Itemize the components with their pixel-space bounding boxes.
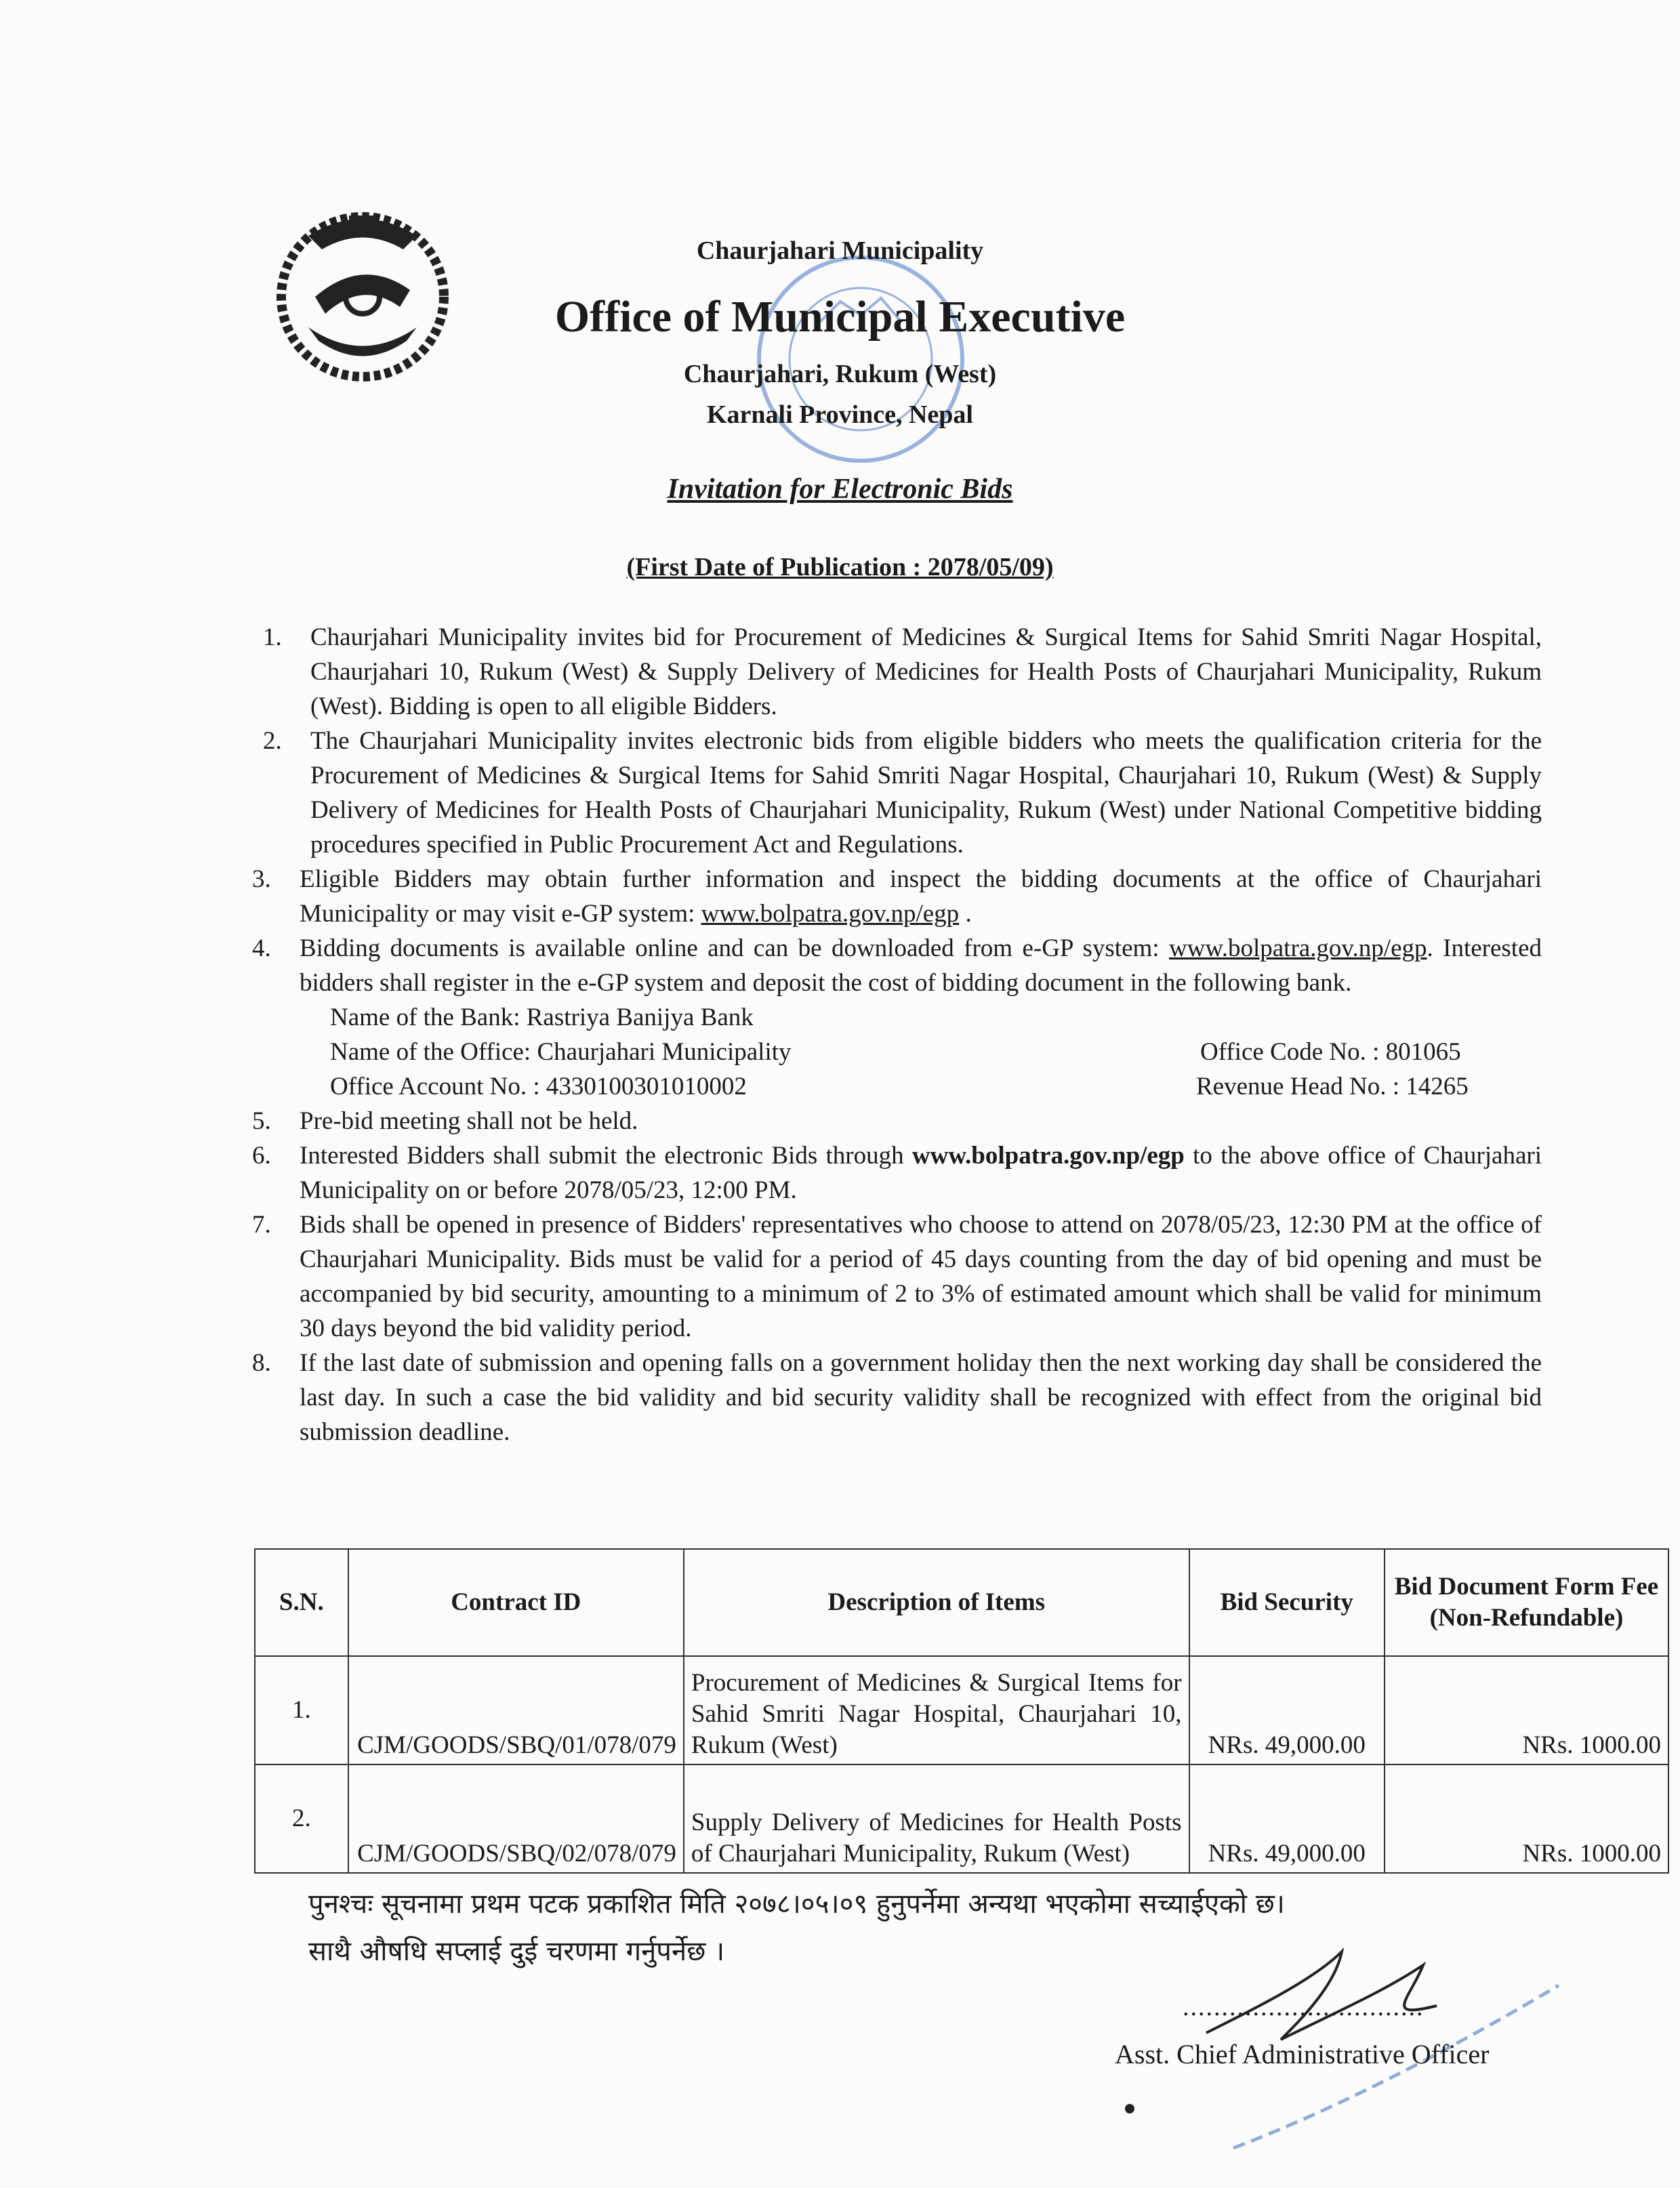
column-header-sn: S.N.: [255, 1549, 348, 1656]
clause-text: Chaurjahari Municipality invites bid for Procurement of Medicines & Surgical Items for Sahid Smriti Nagar Hospital, Chaurjahari 10, Rukum (West) & Supply Delivery of Medicines for Health Posts of Chaurjahari Municipality, Rukum (West). Bidding is open to all eligible Bidders.: [310, 623, 1542, 720]
clause-number: 6.: [252, 1142, 271, 1170]
clause-text-part: Eligible Bidders may obtain further information and inspect the bidding documents at the office of Chaurjahari Municipality or may visit e-GP system:: [300, 865, 1542, 928]
office-title: Office of Municipal Executive: [554, 292, 1126, 342]
cell-description: Supply Delivery of Medicines for Health Posts of Chaurjahari Municipality, Rukum (West): [684, 1764, 1189, 1873]
clause-text: Bids shall be opened in presence of Bidders' representatives who choose to attend on 2078/05/23, 12:30 PM at the office of Chaurjahari Municipality. Bids must be valid for a period of 45 days counting from the day of bid opening and must be accompanied by bid security, amounting to a minimum of 2 to 3% of estimated amount which shall be valid for minimum 30 days beyond the bid validity period.: [300, 1211, 1542, 1342]
clause-8: [247, 1346, 1542, 1449]
office-code: Office Code No. : 801065: [1200, 1038, 1461, 1066]
cell-contract-id: CJM/GOODS/SBQ/01/078/079: [348, 1656, 684, 1764]
column-header-contract-id: Contract ID: [348, 1549, 684, 1656]
table-row: [255, 1764, 1668, 1873]
clause-4: [247, 931, 1542, 1000]
nepal-emblem-icon: [268, 195, 457, 385]
bank-name: Name of the Bank: Rastriya Banijya Bank: [330, 1004, 754, 1031]
cell-sn: 1.: [255, 1656, 348, 1764]
address-line-1: Chaurjahari, Rukum (West): [683, 360, 997, 388]
egp-link[interactable]: www.bolpatra.gov.np/egp: [701, 900, 960, 928]
address-line-2: Karnali Province, Nepal: [707, 400, 973, 429]
clause-text-part: to the above office of Chaurjahari Municipality on or before 2078/05/23, 12:00 PM.: [300, 1142, 1542, 1204]
cell-bid-security: NRs. 49,000.00: [1189, 1656, 1385, 1764]
clause-number: 5.: [252, 1107, 271, 1135]
cell-sn: 2.: [255, 1764, 348, 1873]
cell-description: Procurement of Medicines & Surgical Items for Sahid Smriti Nagar Hospital, Chaurjahari 10, Rukum (West): [684, 1656, 1189, 1764]
bid-items-table: [254, 1548, 1669, 1874]
publication-date: (First Date of Publication : 2078/05/09): [626, 553, 1054, 581]
ink-speck: [1125, 2104, 1134, 2113]
clause-number: 7.: [252, 1211, 271, 1239]
clause-text: [300, 862, 1542, 931]
clause-7: [247, 1207, 1542, 1346]
clause-number: 2.: [263, 727, 282, 755]
bank-details: [330, 1000, 1542, 1104]
clause-text-part: Interested Bidders shall submit the electronic Bids through: [300, 1142, 912, 1170]
column-header-bid-security: Bid Security: [1189, 1549, 1385, 1656]
cell-form-fee: NRs. 1000.00: [1385, 1764, 1668, 1873]
table-row: [255, 1656, 1668, 1764]
table-header-row: [255, 1549, 1668, 1656]
clause-text-part: .: [959, 900, 972, 928]
clause-text: [300, 1138, 1542, 1207]
clause-1: [258, 620, 1542, 724]
column-header-form-fee: Bid Document Form Fee (Non-Refundable): [1385, 1549, 1668, 1656]
clause-text-part: Bidding documents is available online and can be downloaded from e-GP system:: [300, 934, 1169, 962]
cell-form-fee: NRs. 1000.00: [1385, 1656, 1668, 1764]
clause-6: [247, 1138, 1542, 1207]
clause-2: [258, 724, 1542, 862]
clause-text: [300, 931, 1542, 1000]
cell-bid-security: NRs. 49,000.00: [1189, 1764, 1385, 1873]
bank-office-name: Name of the Office: Chaurjahari Municipality: [330, 1038, 792, 1066]
clause-text: If the last date of submission and opening falls on a government holiday then the next working day shall be considered the last day. In such a case the bid validity and bid security validity shall be recognized with effect from the original bid submission deadline.: [300, 1349, 1542, 1446]
signature-line: ...............................: [1183, 1993, 1425, 2021]
municipality-name: Chaurjahari Municipality: [696, 236, 984, 265]
clause-number: 1.: [263, 623, 282, 651]
clause-list: [252, 620, 1542, 1449]
clause-text-part: . Interested bidders shall register in the e-GP system and deposit the cost of bidding document in the following bank.: [300, 934, 1542, 997]
clause-number: 3.: [252, 865, 271, 893]
nepali-correction-note: पुनश्चः सूचनामा प्रथम पटक प्रकाशित मिति २०७८।०५।०९ हुनुपर्नेमा अन्यथा भएकोमा सच्याईएको छ।: [308, 1888, 1285, 1920]
clause-number: 4.: [252, 934, 271, 962]
clause-number: 8.: [252, 1349, 271, 1377]
bank-account-number: Office Account No. : 4330100301010002: [330, 1073, 747, 1100]
clause-text: The Chaurjahari Municipality invites electronic bids from eligible bidders who meets the qualification criteria for the Procurement of Medicines & Surgical Items for Sahid Smriti Nagar Hospital, Chaurjahari 10, Rukum (West) & Supply Delivery of Medicines for Health Posts of Chaurjahari Municipality, Rukum (West) under National Competitive bidding procedures specified in Public Procurement Act and Regulations.: [310, 727, 1542, 859]
clause-3: [247, 862, 1542, 931]
egp-link[interactable]: www.bolpatra.gov.np/egp: [1168, 934, 1427, 962]
nepali-supply-note: साथै औषधि सप्लाई दुई चरणमा गर्नुपर्नेछ ।: [308, 1936, 725, 1967]
egp-link[interactable]: www.bolpatra.gov.np/egp: [911, 1142, 1185, 1170]
signer-title: Asst. Chief Administrative Officer: [1115, 2039, 1490, 2069]
column-header-description: Description of Items: [684, 1549, 1189, 1656]
notice-title: Invitation for Electronic Bids: [667, 474, 1013, 505]
cell-contract-id: CJM/GOODS/SBQ/02/078/079: [348, 1764, 684, 1873]
clause-text: Pre-bid meeting shall not be held.: [300, 1107, 638, 1135]
clause-5: [247, 1104, 1542, 1138]
revenue-head: Revenue Head No. : 14265: [1196, 1073, 1469, 1100]
